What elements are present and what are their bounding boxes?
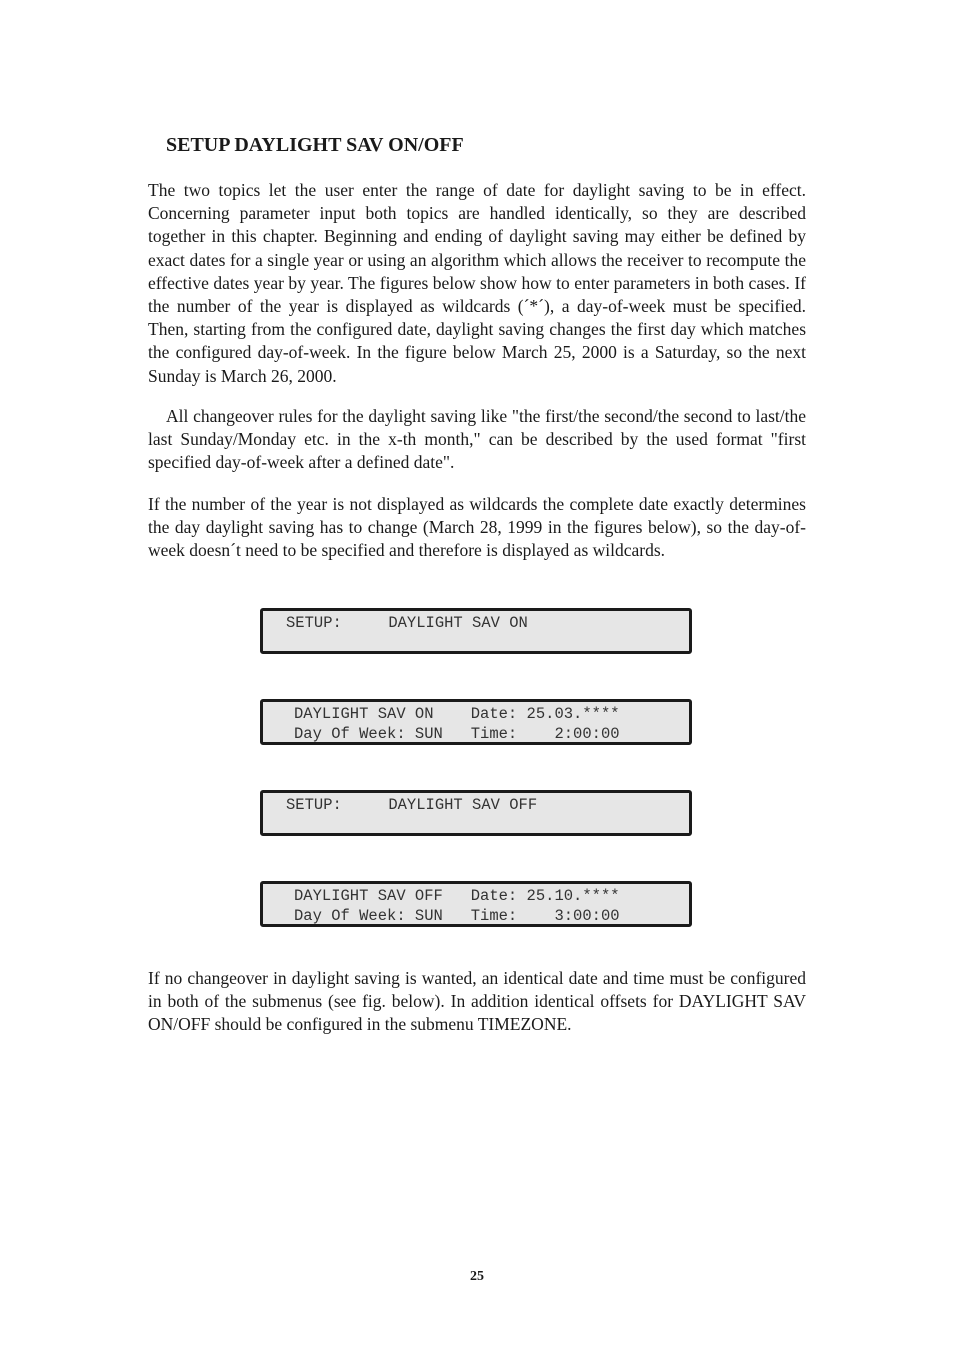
lcd-line-2: Day Of Week: SUN Time: 3:00:00 bbox=[294, 907, 620, 925]
paragraph-intro: The two topics let the user enter the range of date for daylight saving to be in effect. Concerning parameter input both topics are handled identically, so they are described together in this chapter. Beginning and ending of daylight saving may either be defined by exact dates for a single year or using an algorithm which allows the receiver to recompute the effective dates year by year. The figures below show how to enter parameters in both cases. If the number of the year is displayed as wildcards (´*´), a day-of-week must be specified. Then, starting from the configured date, daylight saving changes the first day which matches the configured day-of-week. In the figure below March 25, 2000 is a Saturday, so the next Sunday is March 26, 2000. bbox=[148, 180, 806, 386]
paragraph-no-changeover: If no changeover in daylight saving is wanted, an identical date and time must be configured in both of the submenus (see fig. below). In addition identical offsets for DAYLIGHT SAV ON/OFF should be configured in the submenu TIMEZONE. bbox=[148, 968, 806, 1035]
page-number: 25 bbox=[470, 1269, 484, 1284]
lcd-setup-daylight-off bbox=[260, 790, 692, 836]
lcd-line-1: DAYLIGHT SAV ON Date: 25.03.**** bbox=[294, 705, 620, 723]
lcd-line: SETUP: DAYLIGHT SAV ON bbox=[286, 614, 528, 632]
lcd-line: SETUP: DAYLIGHT SAV OFF bbox=[286, 796, 538, 814]
paragraph-changeover-rules: All changeover rules for the daylight saving like "the first/the second/the second to last/the last Sunday/Monday etc. in the x-th month," can be described by the used format "first specified day-of-week after a defined date". bbox=[148, 406, 806, 473]
lcd-daylight-on-params bbox=[260, 699, 692, 745]
lcd-daylight-off-params bbox=[260, 881, 692, 927]
lcd-setup-daylight-on bbox=[260, 608, 692, 654]
lcd-line-2: Day Of Week: SUN Time: 2:00:00 bbox=[294, 725, 620, 743]
section-heading: SETUP DAYLIGHT SAV ON/OFF bbox=[166, 134, 464, 156]
lcd-line-1: DAYLIGHT SAV OFF Date: 25.10.**** bbox=[294, 887, 620, 905]
paragraph-exact-date: If the number of the year is not displayed as wildcards the complete date exactly determines the day daylight saving has to change (March 28, 1999 in the figures below), so the day-of-week doesn´t need to be specified and therefore is displayed as wildcards. bbox=[148, 494, 806, 561]
